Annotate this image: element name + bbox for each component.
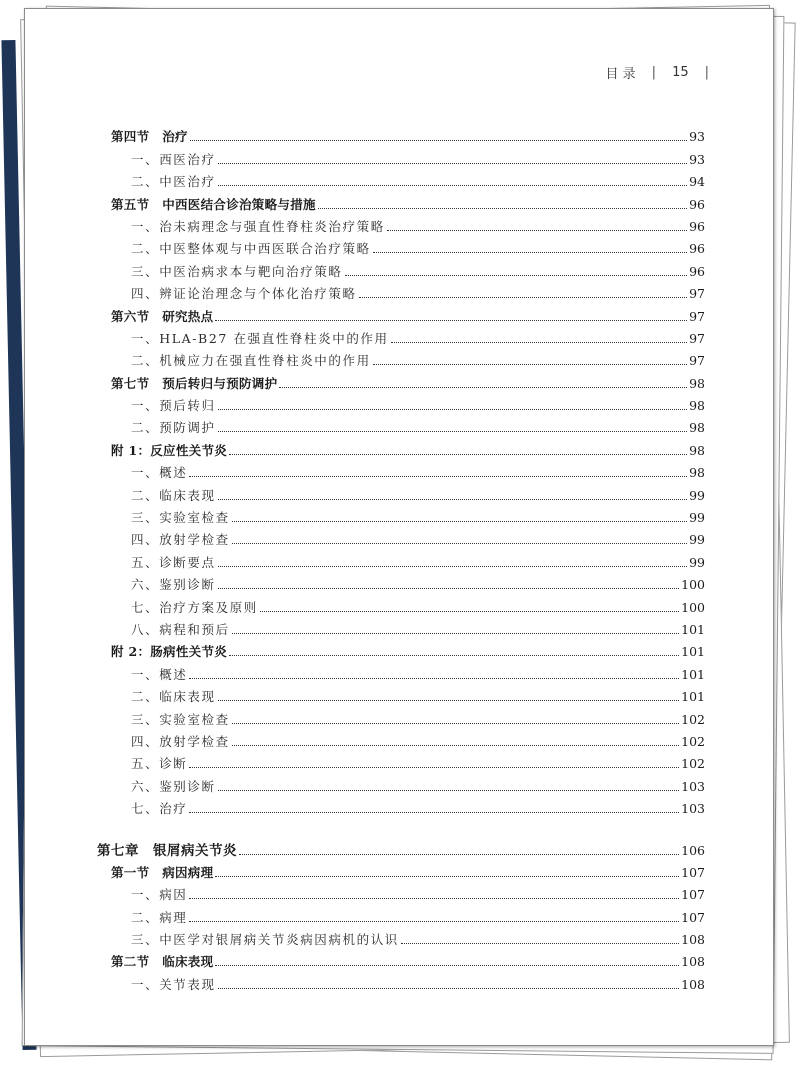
toc-entry-page: 97 bbox=[689, 330, 705, 346]
toc-entry-label: 三、中医学对银屑病关节炎病因病机的认识 bbox=[131, 932, 399, 948]
toc-entry-page: 103 bbox=[681, 801, 705, 817]
dot-leader bbox=[218, 565, 687, 567]
dot-leader bbox=[232, 542, 687, 544]
dot-leader bbox=[387, 229, 687, 231]
toc-item-row[interactable] bbox=[25, 903, 773, 925]
toc-item-row[interactable] bbox=[25, 280, 773, 302]
toc-section-row[interactable] bbox=[25, 123, 773, 145]
toc-entry-page: 106 bbox=[681, 842, 705, 858]
toc-entry-label: 四、辨证论治理念与个体化治疗策略 bbox=[131, 286, 357, 302]
dot-leader bbox=[232, 744, 679, 746]
toc-entry-label: 三、中医治病求本与靶向治疗策略 bbox=[131, 263, 343, 279]
toc-entry-label: 二、中医治疗 bbox=[131, 174, 216, 190]
document-page bbox=[24, 8, 774, 1046]
toc-entry-label: 第四节 治疗 bbox=[111, 129, 188, 145]
toc-item-row[interactable] bbox=[25, 414, 773, 436]
toc-entry-page: 96 bbox=[689, 241, 705, 257]
toc-item-row[interactable] bbox=[25, 213, 773, 235]
toc-entry-page: 102 bbox=[681, 711, 705, 727]
toc-item-row[interactable] bbox=[25, 459, 773, 481]
toc-entry-page: 108 bbox=[681, 976, 705, 992]
toc-entry-label: 第七节 预后转归与预防调护 bbox=[111, 375, 278, 391]
dot-leader bbox=[189, 920, 679, 922]
toc-section-row[interactable] bbox=[25, 948, 773, 970]
dot-leader bbox=[218, 699, 680, 701]
toc-section-row[interactable] bbox=[25, 638, 773, 660]
toc-entry-page: 101 bbox=[681, 689, 705, 705]
toc-entry-page: 107 bbox=[681, 909, 705, 925]
toc-item-row[interactable] bbox=[25, 772, 773, 794]
toc-item-row[interactable] bbox=[25, 728, 773, 750]
toc-entry-page: 99 bbox=[689, 554, 705, 570]
toc-entry-page: 98 bbox=[689, 420, 705, 436]
toc-entry-label: 第七章 银屑病关节炎 bbox=[97, 842, 237, 859]
toc-entry-page: 99 bbox=[689, 487, 705, 503]
toc-item-row[interactable] bbox=[25, 926, 773, 948]
toc-item-row[interactable] bbox=[25, 593, 773, 615]
toc-entry-page: 97 bbox=[689, 308, 705, 324]
running-head-separator: | bbox=[651, 64, 657, 80]
running-head bbox=[606, 61, 709, 83]
toc-entry-label: 五、诊断 bbox=[131, 756, 188, 772]
toc-entry-label: 一、HLA-B27 在强直性脊柱炎中的作用 bbox=[131, 330, 389, 346]
toc-entry-label: 七、治疗方案及原则 bbox=[131, 599, 258, 615]
dot-leader bbox=[232, 520, 687, 522]
toc-entry-page: 101 bbox=[681, 666, 705, 682]
toc-section-row[interactable] bbox=[25, 859, 773, 881]
toc-section-row[interactable] bbox=[25, 190, 773, 212]
toc-entry-page: 96 bbox=[689, 218, 705, 234]
toc-entry-label: 二、中医整体观与中西医联合治疗策略 bbox=[131, 241, 371, 257]
toc-item-row[interactable] bbox=[25, 705, 773, 727]
dot-leader bbox=[218, 184, 687, 186]
toc-entry-label: 附 2：肠病性关节炎 bbox=[111, 644, 228, 660]
toc-item-row[interactable] bbox=[25, 526, 773, 548]
toc-item-row[interactable] bbox=[25, 683, 773, 705]
dot-leader bbox=[189, 897, 679, 899]
toc-item-row[interactable] bbox=[25, 392, 773, 414]
toc-entry-label: 三、实验室检查 bbox=[131, 711, 230, 727]
dot-leader bbox=[218, 587, 680, 589]
toc-entry-page: 100 bbox=[681, 599, 705, 615]
dot-leader bbox=[215, 964, 679, 966]
toc-item-row[interactable] bbox=[25, 235, 773, 257]
toc-item-row[interactable] bbox=[25, 347, 773, 369]
dot-leader bbox=[218, 162, 687, 164]
toc-entry-label: 附 1：反应性关节炎 bbox=[111, 442, 228, 458]
toc-entry-label: 二、临床表现 bbox=[131, 487, 216, 503]
toc-spacer bbox=[25, 817, 773, 836]
toc-entry-page: 99 bbox=[689, 532, 705, 548]
dot-leader bbox=[401, 942, 679, 944]
dot-leader bbox=[218, 498, 687, 500]
dot-leader bbox=[260, 610, 679, 612]
dot-leader bbox=[218, 789, 680, 791]
dot-leader bbox=[189, 811, 679, 813]
toc-entry-page: 98 bbox=[689, 375, 705, 391]
toc-entry-page: 107 bbox=[681, 864, 705, 880]
toc-item-row[interactable] bbox=[25, 660, 773, 682]
toc-item-row[interactable] bbox=[25, 616, 773, 638]
dot-leader bbox=[318, 207, 687, 209]
toc-section-row[interactable] bbox=[25, 436, 773, 458]
toc-entry-page: 96 bbox=[689, 263, 705, 279]
dot-leader bbox=[218, 430, 687, 432]
toc-entry-label: 四、放射学检查 bbox=[131, 532, 230, 548]
dot-leader bbox=[391, 341, 687, 343]
toc-entry-label: 第二节 临床表现 bbox=[111, 954, 214, 970]
toc-entry-label: 六、鉴别诊断 bbox=[131, 778, 216, 794]
dot-leader bbox=[229, 654, 679, 656]
toc-item-row[interactable] bbox=[25, 795, 773, 817]
dot-leader bbox=[189, 766, 679, 768]
toc-entry-page: 101 bbox=[681, 644, 705, 660]
toc-item-row[interactable] bbox=[25, 257, 773, 279]
toc-entry-label: 一、概述 bbox=[131, 465, 188, 481]
toc-entry-page: 99 bbox=[689, 510, 705, 526]
dot-leader bbox=[239, 853, 679, 855]
dot-leader bbox=[189, 475, 687, 477]
toc-entry-label: 八、病程和预后 bbox=[131, 621, 230, 637]
toc-entry-label: 一、西医治疗 bbox=[131, 151, 216, 167]
page-number: 15 bbox=[672, 64, 689, 80]
toc-entry-label: 二、临床表现 bbox=[131, 689, 216, 705]
toc-entry-label: 一、概述 bbox=[131, 666, 188, 682]
toc-entry-label: 一、关节表现 bbox=[131, 976, 216, 992]
dot-leader bbox=[215, 875, 679, 877]
toc-entry-page: 97 bbox=[689, 286, 705, 302]
toc-item-row[interactable] bbox=[25, 481, 773, 503]
table-of-contents bbox=[25, 123, 773, 993]
dot-leader bbox=[229, 453, 687, 455]
dot-leader bbox=[218, 987, 680, 989]
toc-entry-label: 四、放射学检查 bbox=[131, 733, 230, 749]
toc-entry-page: 97 bbox=[689, 353, 705, 369]
dot-leader bbox=[189, 677, 679, 679]
dot-leader bbox=[279, 386, 687, 388]
running-head-separator: | bbox=[704, 64, 709, 80]
toc-entry-page: 94 bbox=[689, 174, 705, 190]
toc-item-row[interactable] bbox=[25, 881, 773, 903]
toc-chapter-row[interactable] bbox=[25, 836, 773, 858]
toc-entry-label: 二、病理 bbox=[131, 909, 188, 925]
toc-item-row[interactable] bbox=[25, 970, 773, 992]
toc-entry-page: 100 bbox=[681, 577, 705, 593]
toc-entry-label: 一、预后转归 bbox=[131, 398, 216, 414]
toc-entry-page: 102 bbox=[681, 733, 705, 749]
dot-leader bbox=[232, 632, 679, 634]
toc-section-row[interactable] bbox=[25, 369, 773, 391]
toc-entry-label: 第五节 中西医结合诊治策略与措施 bbox=[111, 196, 316, 212]
toc-entry-page: 108 bbox=[681, 954, 705, 970]
toc-entry-label: 三、实验室检查 bbox=[131, 510, 230, 526]
dot-leader bbox=[373, 251, 687, 253]
toc-entry-page: 102 bbox=[681, 756, 705, 772]
toc-entry-label: 七、治疗 bbox=[131, 801, 188, 817]
toc-entry-label: 一、病因 bbox=[131, 887, 188, 903]
toc-item-row[interactable] bbox=[25, 325, 773, 347]
toc-entry-label: 二、机械应力在强直性脊柱炎中的作用 bbox=[131, 353, 371, 369]
toc-entry-page: 107 bbox=[681, 887, 705, 903]
toc-entry-label: 第六节 研究热点 bbox=[111, 308, 214, 324]
dot-leader bbox=[345, 274, 688, 276]
toc-entry-page: 98 bbox=[689, 398, 705, 414]
dot-leader bbox=[359, 296, 687, 298]
toc-entry-page: 101 bbox=[681, 621, 705, 637]
toc-entry-page: 93 bbox=[689, 129, 705, 145]
dot-leader bbox=[218, 408, 687, 410]
toc-item-row[interactable] bbox=[25, 168, 773, 190]
toc-item-row[interactable] bbox=[25, 145, 773, 167]
dot-leader bbox=[373, 363, 687, 365]
toc-entry-label: 六、鉴别诊断 bbox=[131, 577, 216, 593]
toc-item-row[interactable] bbox=[25, 504, 773, 526]
toc-entry-label: 第一节 病因病理 bbox=[111, 864, 214, 880]
toc-item-row[interactable] bbox=[25, 548, 773, 570]
toc-item-row[interactable] bbox=[25, 571, 773, 593]
running-head-title: 目 录 bbox=[605, 66, 636, 82]
toc-entry-page: 98 bbox=[689, 465, 705, 481]
toc-entry-page: 96 bbox=[689, 196, 705, 212]
dot-leader bbox=[232, 722, 679, 724]
toc-entry-page: 108 bbox=[681, 932, 705, 948]
toc-entry-label: 二、预防调护 bbox=[131, 420, 216, 436]
toc-entry-label: 一、治未病理念与强直性脊柱炎治疗策略 bbox=[131, 218, 385, 234]
dot-leader bbox=[190, 139, 687, 141]
toc-section-row[interactable] bbox=[25, 302, 773, 324]
dot-leader bbox=[215, 319, 687, 321]
toc-entry-page: 103 bbox=[681, 778, 705, 794]
toc-entry-page: 93 bbox=[689, 151, 705, 167]
toc-entry-label: 五、诊断要点 bbox=[131, 554, 216, 570]
toc-entry-page: 98 bbox=[689, 442, 705, 458]
toc-item-row[interactable] bbox=[25, 750, 773, 772]
